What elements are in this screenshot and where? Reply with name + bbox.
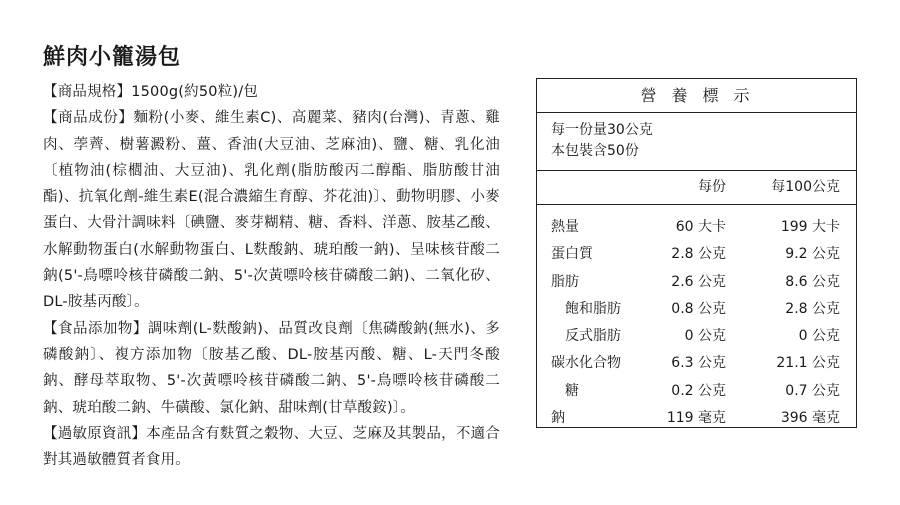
nutrient-name: 蛋白質 — [551, 246, 593, 263]
per-serving-value: 119 毫克 — [666, 410, 726, 427]
per-100g-value: 9.2 公克 — [785, 246, 840, 263]
per-serving-value: 0.8 公克 — [671, 300, 726, 317]
nutrient-name: 脂肪 — [551, 273, 579, 290]
nutrient-row-fat — [537, 269, 856, 296]
per-serving-value: 2.8 公克 — [671, 246, 726, 263]
product-title: 鮮肉小籠湯包 — [43, 45, 182, 70]
per-100g-value: 199 大卡 — [780, 219, 840, 235]
per-serving-value: 2.6 公克 — [671, 273, 726, 290]
per-serving-value: 0 公克 — [684, 328, 726, 345]
nutrient-name: 飽和脂肪 — [565, 300, 621, 317]
per-100g-value: 0 公克 — [798, 328, 840, 345]
per-serving-value: 60 大卡 — [675, 219, 726, 235]
serving-size: 每一份量30公克 — [551, 122, 653, 138]
nutrient-name: 鈉 — [551, 410, 565, 427]
per-100g-value: 8.6 公克 — [785, 273, 840, 290]
per-serving-value: 0.2 公克 — [671, 382, 726, 399]
per-serving-value: 6.3 公克 — [671, 355, 726, 372]
col-per-serving: 每份 — [698, 179, 726, 195]
nutrient-name: 熱量 — [551, 219, 579, 235]
nutrient-name: 碳水化合物 — [551, 355, 621, 372]
spec-paragraph: 【商品規格】1500g(約50粒)/包 — [43, 84, 259, 100]
nutrient-row-energy — [537, 214, 856, 241]
ingredients-paragraph: 【商品成份】麵粉(小麥、維生素C)、高麗菜、豬肉(台灣)、青蔥、雞肉、荸薺、樹薯澱粉、薑、香油(大豆油、芝麻油)、鹽、糖、乳化油〔植物油(棕櫚油、大豆油)、乳化劑(脂肪酸丙二醇酯、脂肪酸甘油酯)、抗氧化劑-維生素E(混合濃縮生育醇、芥花油)〕、動物明膠、小麥蛋白、大骨汁調味料〔碘鹽、麥芽糊精、糖、香料、洋蔥、胺基乙酸、水解動物蛋白(水解動物蛋白、L麩酸鈉、琥珀酸一鈉)、呈味核苷酸二鈉(5'-鳥嘌呤核苷磷酸二鈉、5'-次黃嘌呤核苷磷酸二鈉)、二氧化矽、DL-胺基丙酸〕。 — [43, 110, 500, 311]
nutrition-facts-panel — [536, 78, 857, 428]
nutrition-title: 營養標示 — [537, 79, 856, 113]
per-100g-value: 396 毫克 — [780, 410, 840, 427]
column-headers — [537, 171, 856, 205]
col-per-100g: 每100公克 — [771, 179, 840, 195]
product-info — [43, 43, 500, 473]
allergen-paragraph: 【過敏原資訊】本產品含有麩質之穀物、大豆、芝麻及其製品，不適合對其過敏體質者食用。 — [43, 425, 500, 469]
nutrient-row-sodium — [537, 405, 856, 432]
nutrient-row-protein — [537, 241, 856, 268]
per-100g-value: 21.1 公克 — [776, 355, 840, 372]
additives-paragraph: 【食品添加物】調味劑(L-麩酸鈉)、品質改良劑〔焦磷酸鈉(無水)、多磷酸鈉〕、複方添加物〔胺基乙酸、DL-胺基丙酸、糖、L-天門冬酸鈉、酵母萃取物、5'-次黃嘌呤核苷磷酸二鈉、5'-鳥嘌呤核苷磷酸二鈉、琥珀酸二鈉、牛磺酸、氯化鈉、甜味劑(甘草酸銨)〕。 — [43, 320, 500, 416]
nutrient-row-sugar — [537, 378, 856, 405]
nutrient-row-carbohydrate — [537, 350, 856, 377]
nutrient-rows — [537, 205, 856, 432]
per-100g-value: 0.7 公克 — [785, 382, 840, 399]
servings-per-pack: 本包裝含50份 — [551, 143, 639, 159]
serving-info — [537, 113, 856, 171]
per-100g-value: 2.8 公克 — [785, 300, 840, 317]
nutrient-row-saturated-fat — [537, 296, 856, 323]
nutrient-name: 糖 — [565, 382, 579, 399]
nutrient-row-trans-fat — [537, 323, 856, 350]
nutrient-name: 反式脂肪 — [565, 328, 621, 345]
